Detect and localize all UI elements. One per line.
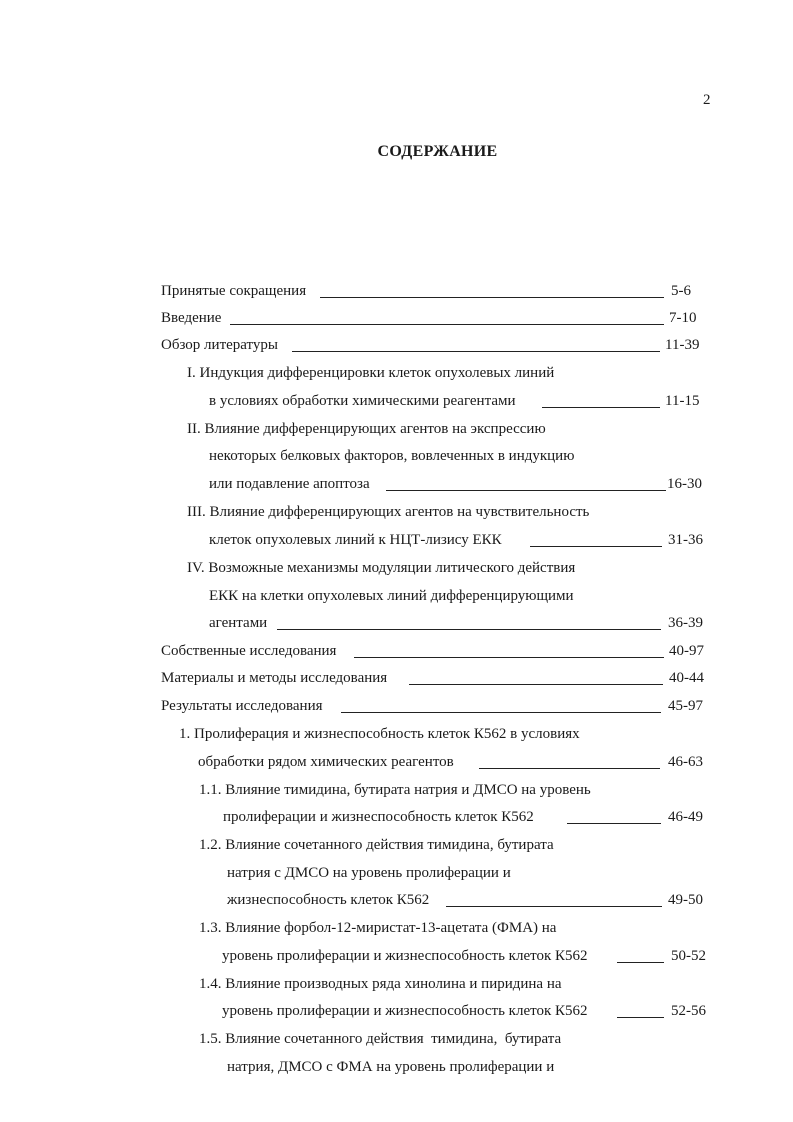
toc-entry-text: натрия, ДМСО с ФМА на уровень пролиферации и	[227, 1059, 555, 1075]
toc-leader-line	[341, 712, 661, 713]
toc-entry-text: обработки рядом химических реагентов	[198, 754, 454, 770]
toc-leader-line	[479, 768, 660, 769]
toc-entry-text: ЕКК на клетки опухолевых линий дифференцирующими	[209, 588, 574, 604]
toc-entry-pages: 7-10	[669, 310, 697, 326]
toc-entry-pages: 46-49	[668, 809, 703, 825]
toc-entry-text: жизнеспособность клеток К562	[227, 892, 430, 908]
toc-leader-line	[446, 906, 662, 907]
toc-entry-text: в условиях обработки химическими реагентами	[209, 393, 516, 409]
toc-entry-text: Обзор литературы	[161, 337, 278, 353]
toc-entry-text: 1. Пролиферация и жизнеспособность клеток К562 в условиях	[179, 726, 580, 742]
toc-leader-line	[292, 351, 660, 352]
toc-leader-line	[277, 629, 661, 630]
page-title: СОДЕРЖАНИЕ	[377, 143, 498, 160]
toc-entry-pages: 11-15	[665, 393, 700, 409]
toc-leader-line	[567, 823, 661, 824]
toc-entry-pages: 5-6	[671, 283, 691, 299]
toc-entry-text: II. Влияние дифференцирующих агентов на экспрессию	[187, 421, 546, 437]
toc-entry-pages: 11-39	[665, 337, 700, 353]
toc-entry-text: уровень пролиферации и жизнеспособность клеток К562	[222, 948, 588, 964]
toc-entry-text: уровень пролиферации и жизнеспособность клеток К562	[222, 1003, 588, 1019]
toc-entry-pages: 31-36	[668, 532, 703, 548]
toc-entry-text: или подавление апоптоза	[209, 476, 370, 492]
toc-leader-line	[530, 546, 662, 547]
toc-leader-line	[409, 684, 663, 685]
toc-entry-text: агентами	[209, 615, 268, 631]
toc-leader-line	[230, 324, 664, 325]
toc-leader-line	[386, 490, 666, 491]
toc-entry-text: I. Индукция дифференцировки клеток опухолевых линий	[187, 365, 555, 381]
toc-entry-text: пролиферации и жизнеспособность клеток К562	[223, 809, 534, 825]
toc-entry-text: 1.4. Влияние производных ряда хинолина и пиридина на	[199, 976, 562, 992]
toc-entry-text: 1.3. Влияние форбол-12-миристат-13-ацетата (ФМА) на	[199, 920, 557, 936]
page-number: 2	[703, 92, 711, 108]
toc-entry-text: 1.5. Влияние сочетанного действия тимидина, бутирата	[199, 1031, 562, 1047]
toc-leader-line	[617, 962, 664, 963]
toc-entry-pages: 16-30	[667, 476, 702, 492]
toc-entry-text: III. Влияние дифференцирующих агентов на чувствительность	[187, 504, 590, 520]
toc-entry-pages: 49-50	[668, 892, 703, 908]
toc-leader-line	[542, 407, 660, 408]
toc-entry-text: 1.1. Влияние тимидина, бутирата натрия и ДМСО на уровень	[199, 782, 591, 798]
toc-entry-pages: 50-52	[671, 948, 706, 964]
toc-entry-text: Собственные исследования	[161, 643, 337, 659]
toc-entry-text: некоторых белковых факторов, вовлеченных в индукцию	[209, 448, 575, 464]
toc-entry-pages: 40-97	[669, 643, 704, 659]
toc-entry-pages: 45-97	[668, 698, 703, 714]
toc-leader-line	[320, 297, 664, 298]
toc-leader-line	[354, 657, 664, 658]
toc-entry-text: натрия с ДМСО на уровень пролиферации и	[227, 865, 511, 881]
toc-entry-pages: 46-63	[668, 754, 703, 770]
toc-entry-text: Материалы и методы исследования	[161, 670, 388, 686]
toc-leader-line	[617, 1017, 664, 1018]
toc-entry-pages: 36-39	[668, 615, 703, 631]
toc-entry-pages: 52-56	[671, 1003, 706, 1019]
toc-entry-text: 1.2. Влияние сочетанного действия тимидина, бутирата	[199, 837, 554, 853]
toc-entry-text: IV. Возможные механизмы модуляции литического действия	[187, 560, 576, 576]
toc-entry-text: клеток опухолевых линий к НЦТ-лизису ЕКК	[209, 532, 502, 548]
toc-entry-text: Введение	[161, 310, 222, 326]
toc-entry-text: Принятые сокращения	[161, 283, 307, 299]
toc-entry-pages: 40-44	[669, 670, 704, 686]
toc-entry-text: Результаты исследования	[161, 698, 323, 714]
